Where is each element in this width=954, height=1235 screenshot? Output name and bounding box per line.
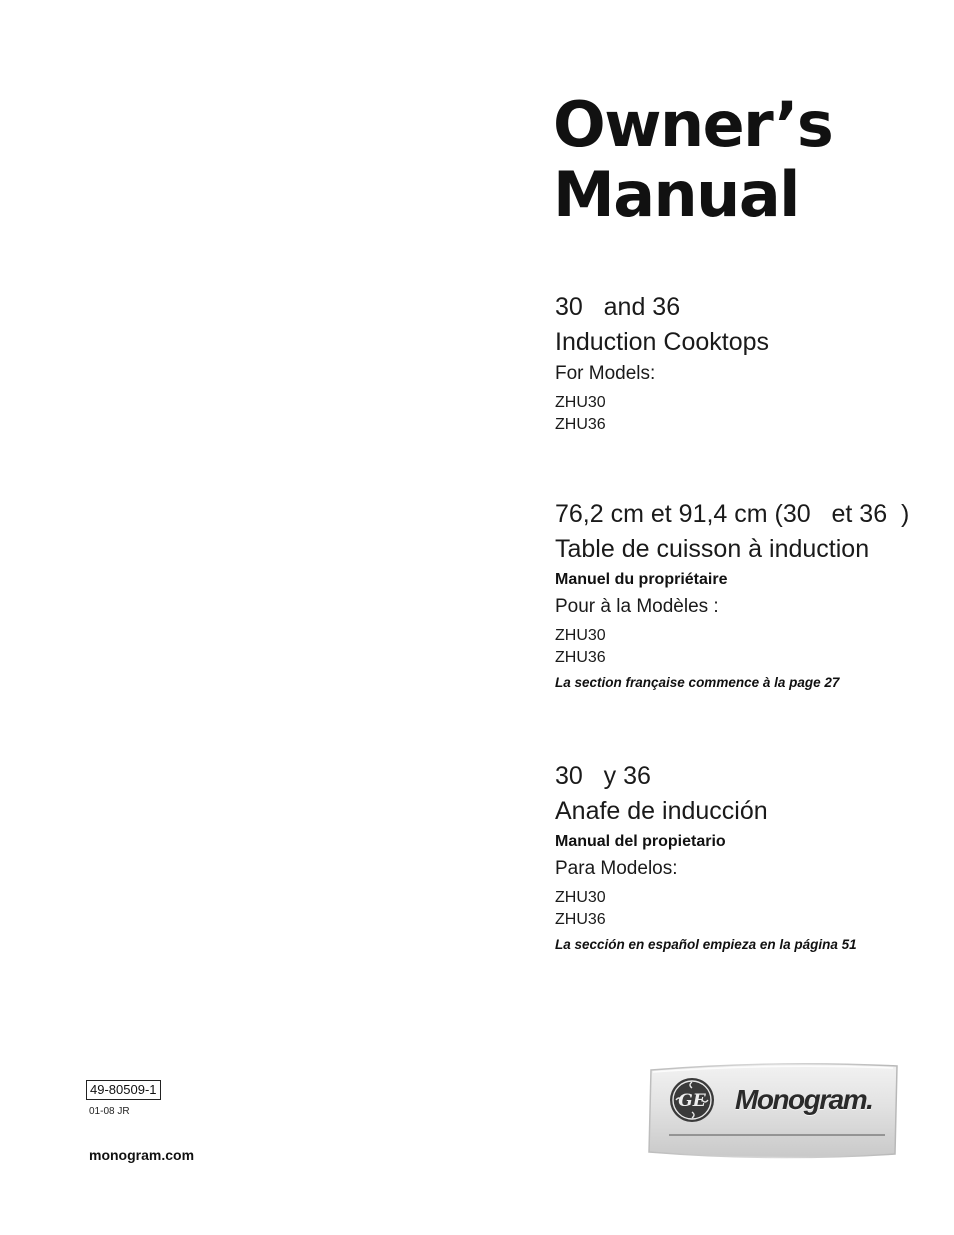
title-line-2: Manual xyxy=(553,158,799,231)
model-number: ZHU30 xyxy=(555,889,606,906)
french-sizes: 76,2 cm et 91,4 cm (30 et 36 ) xyxy=(555,500,910,528)
english-section xyxy=(555,290,945,436)
svg-text:GE: GE xyxy=(678,1091,706,1111)
title-line-1: Owner’s xyxy=(553,88,833,161)
spanish-manual-label: Manual del propietario xyxy=(555,833,726,850)
website-url: monogram.com xyxy=(89,1147,195,1163)
spanish-sizes: 30 y 36 xyxy=(555,762,651,790)
french-manual-label: Manuel du propriétaire xyxy=(555,571,728,588)
model-number: ZHU36 xyxy=(555,416,606,433)
manual-title xyxy=(553,90,832,230)
french-for-models-label: Pour à la Modèles : xyxy=(555,596,719,617)
monogram-logo-plate xyxy=(647,1058,899,1160)
french-model-list xyxy=(555,625,945,669)
english-for-models-label: For Models: xyxy=(555,363,656,384)
spanish-for-models-label: Para Modelos: xyxy=(555,858,678,879)
french-section-note: La section française commence à la page 27 xyxy=(555,675,840,690)
monogram-brand-wordmark: Monogram. xyxy=(735,1084,873,1115)
spanish-model-list xyxy=(555,887,945,931)
part-number-box: 49-80509-1 xyxy=(86,1080,161,1100)
spanish-product-name: Anafe de inducción xyxy=(555,797,768,825)
spanish-section-note: La sección en español empieza en la página 51 xyxy=(555,937,857,952)
english-sizes: 30 and 36 xyxy=(555,293,681,321)
model-number: ZHU36 xyxy=(555,649,606,666)
french-section xyxy=(555,497,945,693)
spanish-section xyxy=(555,759,945,955)
model-number: ZHU30 xyxy=(555,394,606,411)
english-product-name: Induction Cooktops xyxy=(555,328,770,356)
english-model-list xyxy=(555,392,945,436)
model-number: ZHU30 xyxy=(555,627,606,644)
model-number: ZHU36 xyxy=(555,911,606,928)
french-product-name: Table de cuisson à induction xyxy=(555,535,870,563)
ge-monogram-icon xyxy=(668,1076,716,1124)
date-code: 01-08 JR xyxy=(89,1106,130,1117)
